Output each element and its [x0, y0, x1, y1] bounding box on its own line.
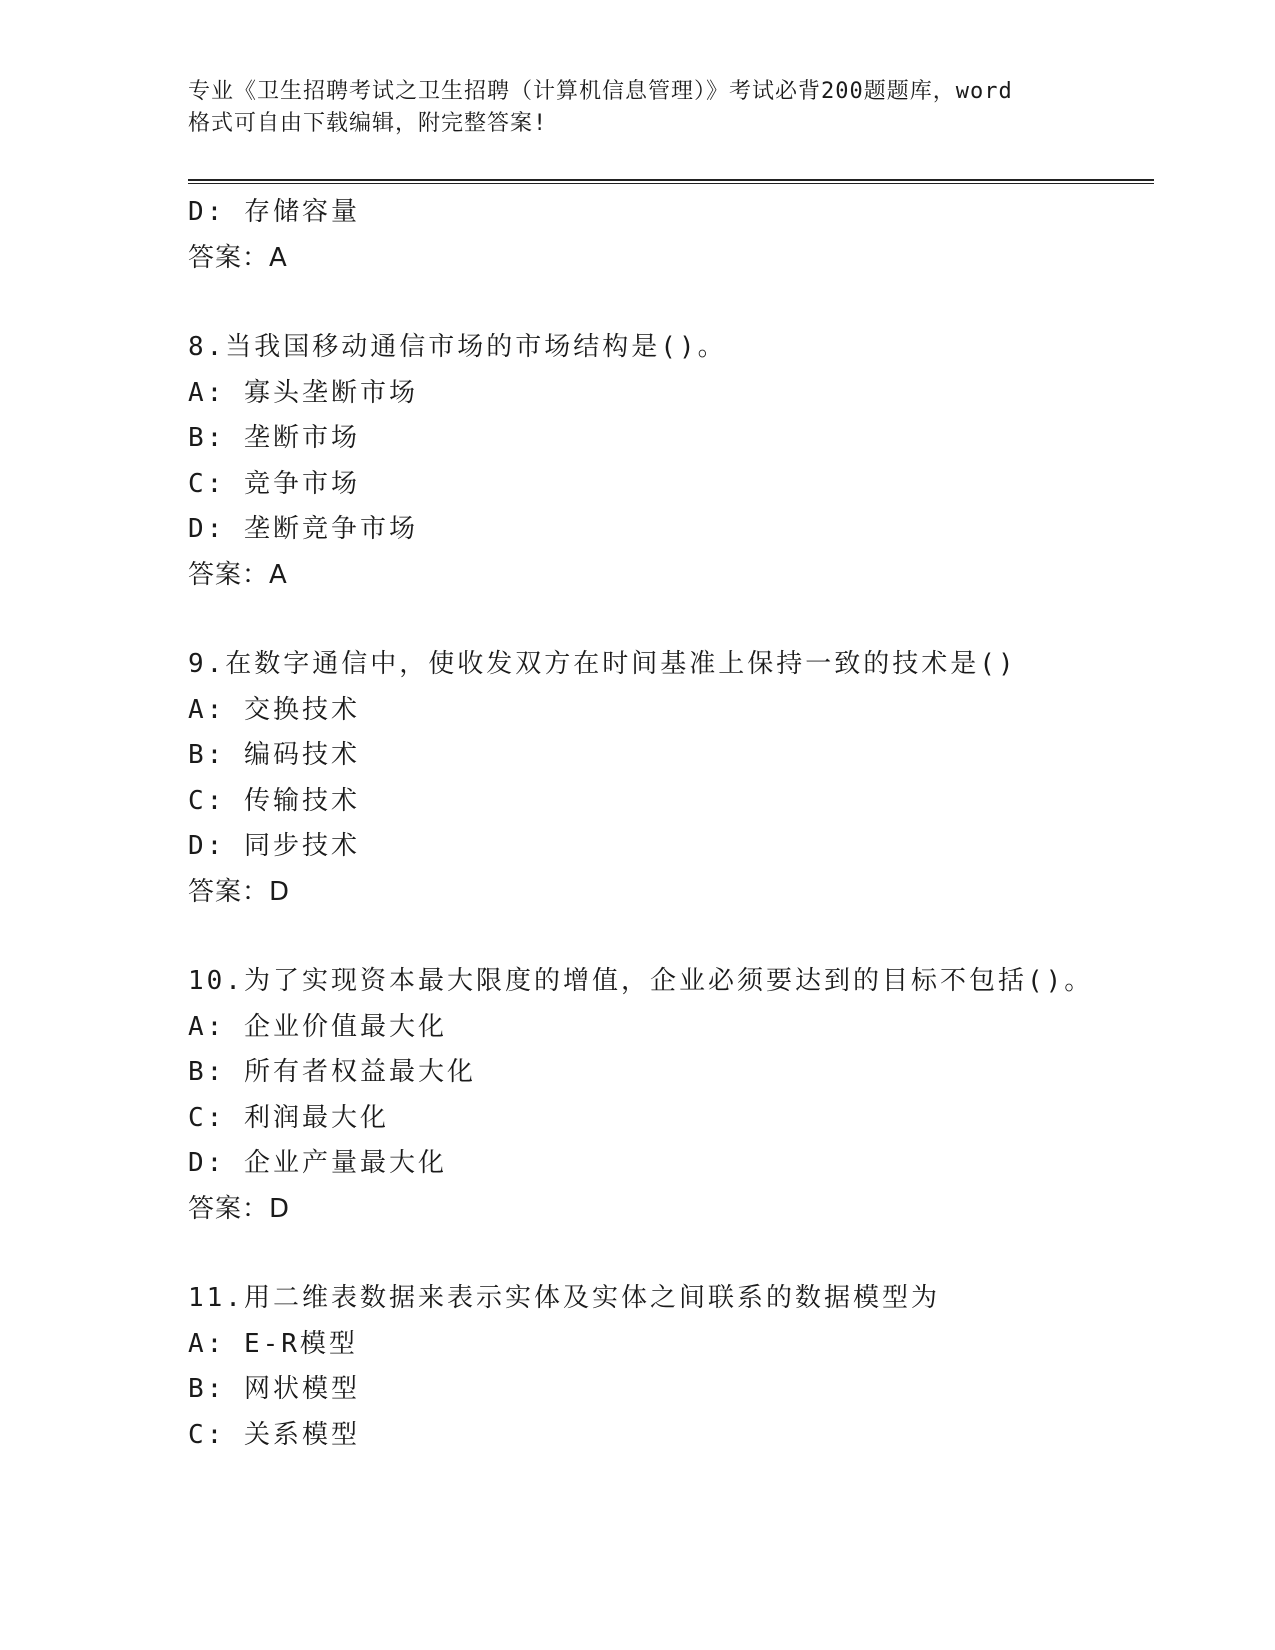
spacer	[188, 915, 1154, 959]
header-divider	[188, 179, 1154, 184]
question-block-9	[188, 642, 1154, 915]
option-c: C: 利润最大化	[188, 1102, 389, 1133]
question-block-8	[188, 325, 1154, 598]
option-a: A: 交换技术	[188, 694, 360, 725]
option-a: A: 寡头垄断市场	[188, 377, 418, 408]
option-a: A: 企业价值最大化	[188, 1011, 447, 1042]
header-line-1: 专业《卫生招聘考试之卫生招聘（计算机信息管理）》考试必背200题题库，word	[188, 79, 1013, 104]
spacer	[188, 281, 1154, 325]
option-d: D: 垄断竞争市场	[188, 514, 418, 544]
answer-line: 答案：D	[188, 1193, 291, 1224]
question-text: 8.当我国移动通信市场的市场结构是()。	[188, 332, 727, 362]
option-d: D: 存储容量	[188, 197, 360, 227]
option-d: D: 企业产量最大化	[188, 1148, 447, 1178]
option-d: D: 同步技术	[188, 831, 360, 861]
document-header	[188, 76, 1088, 140]
answer-line: 答案：A	[188, 242, 288, 273]
option-b: B: 网状模型	[188, 1374, 360, 1404]
question-block-10	[188, 959, 1154, 1232]
answer-line: 答案：A	[188, 559, 288, 590]
option-c: C: 关系模型	[188, 1419, 360, 1450]
header-line-2: 格式可自由下载编辑，附完整答案!	[188, 111, 548, 136]
option-c: C: 传输技术	[188, 785, 360, 816]
question-list	[188, 190, 1154, 1458]
option-b: B: 所有者权益最大化	[188, 1057, 476, 1087]
option-b: B: 编码技术	[188, 740, 360, 770]
option-a: A: E-R模型	[188, 1328, 358, 1359]
answer-line: 答案：D	[188, 876, 291, 907]
spacer	[188, 598, 1154, 642]
question-text: 10.为了实现资本最大限度的增值，企业必须要达到的目标不包括()。	[188, 966, 1094, 996]
question-block-11	[188, 1276, 1154, 1458]
question-text: 11.用二维表数据来表示实体及实体之间联系的数据模型为	[188, 1283, 940, 1313]
option-b: B: 垄断市场	[188, 423, 360, 453]
spacer	[188, 1232, 1154, 1276]
question-text: 9.在数字通信中，使收发双方在时间基准上保持一致的技术是()	[188, 649, 1017, 679]
option-c: C: 竞争市场	[188, 468, 360, 499]
